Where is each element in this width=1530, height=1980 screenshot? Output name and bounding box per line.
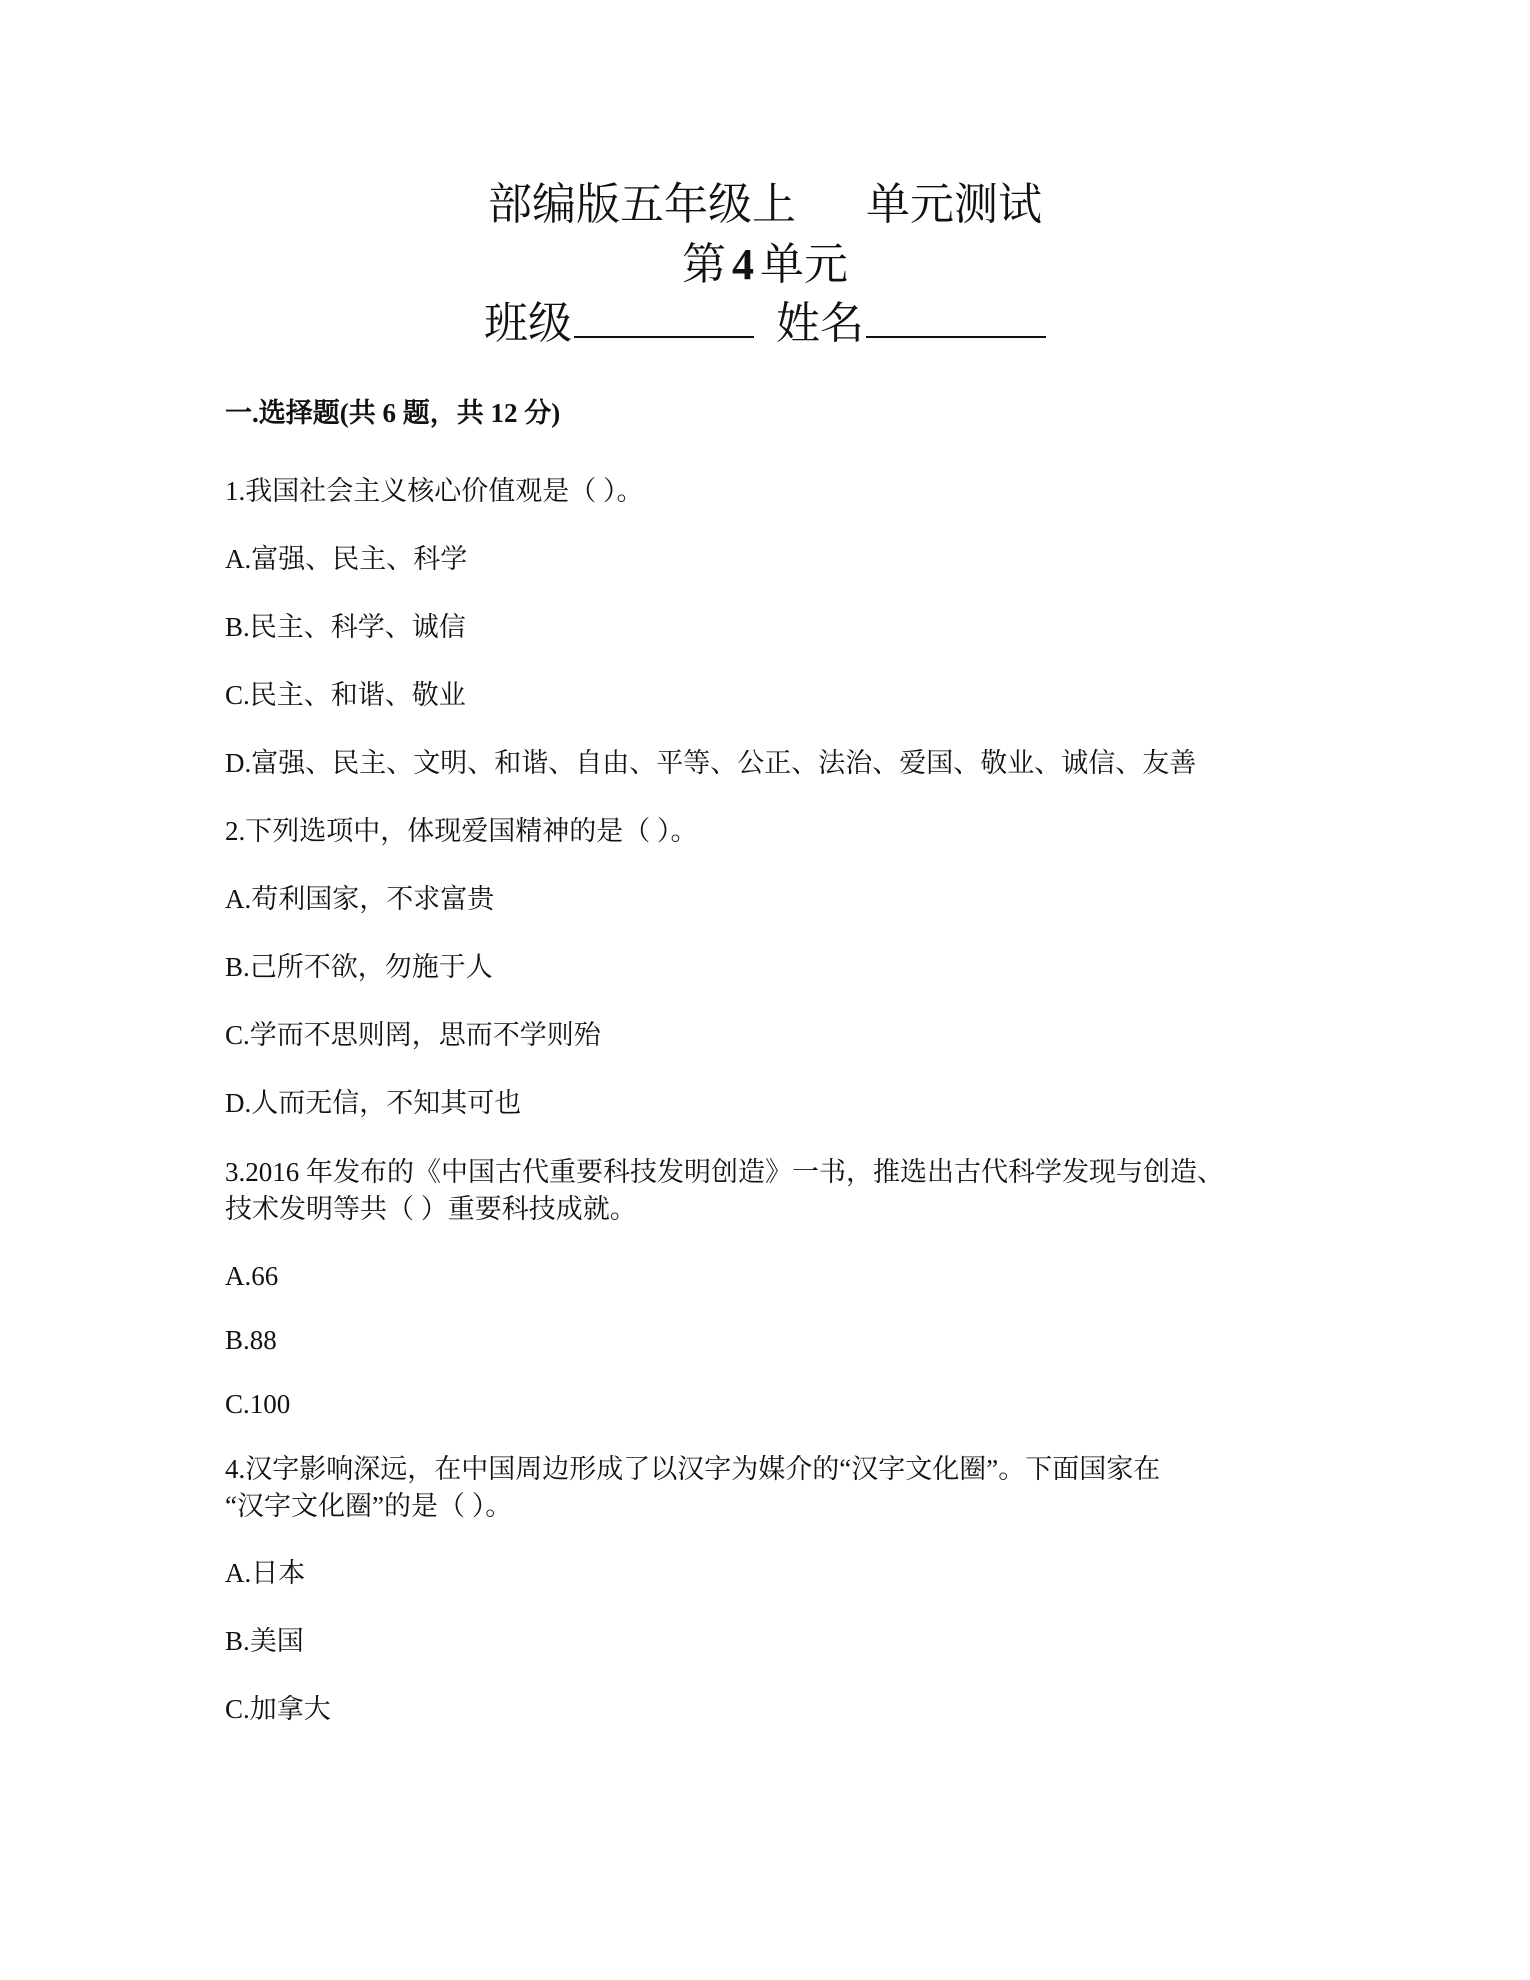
question-1-option-c: C.民主、和谐、敬业 — [225, 680, 466, 710]
question-3-option-a: A.66 — [225, 1261, 279, 1291]
exam-title — [0, 178, 1530, 232]
question-1-option-b: B.民主、科学、诚信 — [225, 612, 466, 642]
question-3-stem-line-2: 技术发明等共（ ）重要科技成就。 — [225, 1194, 637, 1224]
question-3-stem-line-1: 3.2016 年发布的《中国古代重要科技发明创造》一书，推选出古代科学发现与创造、 — [225, 1157, 1224, 1187]
class-blank[interactable] — [574, 296, 754, 338]
question-2-option-a: A.苟利国家，不求富贵 — [225, 884, 495, 914]
class-label: 班级 — [484, 299, 572, 348]
question-2-option-b: B.己所不欲，勿施于人 — [225, 952, 493, 982]
exam-title-left: 部编版五年级上 — [488, 180, 796, 229]
question-1-option-a: A.富强、民主、科学 — [225, 544, 468, 574]
name-blank[interactable] — [866, 296, 1046, 338]
unit-suffix: 单元 — [760, 240, 848, 289]
question-4-option-a: A.日本 — [225, 1558, 306, 1588]
question-3-option-b: B.88 — [225, 1325, 277, 1355]
question-4-stem-line-2: “汉字文化圈”的是（ ）。 — [225, 1491, 513, 1521]
question-1-option-d: D.富强、民主、文明、和谐、自由、平等、公正、法治、爱国、敬业、诚信、友善 — [225, 748, 1197, 778]
question-2-stem: 2.下列选项中，体现爱国精神的是（ ）。 — [225, 816, 698, 846]
student-info-line — [0, 296, 1530, 351]
question-4-stem-line-1: 4.汉字影响深远，在中国周边形成了以汉字为媒介的“汉字文化圈”。下面国家在 — [225, 1454, 1161, 1484]
question-3-option-c: C.100 — [225, 1389, 291, 1419]
question-2-option-c: C.学而不思则罔，思而不学则殆 — [225, 1020, 601, 1050]
name-label: 姓名 — [776, 299, 864, 348]
question-2-option-d: D.人而无信，不知其可也 — [225, 1088, 522, 1118]
question-4-option-b: B.美国 — [225, 1626, 304, 1656]
question-1-stem: 1.我国社会主义核心价值观是（ ）。 — [225, 476, 644, 506]
exam-title-right: 单元测试 — [866, 180, 1042, 229]
question-4-option-c: C.加拿大 — [225, 1694, 331, 1724]
unit-prefix: 第 — [682, 240, 726, 289]
section-title: 一.选择题(共 6 题，共 12 分) — [225, 398, 561, 428]
unit-title — [0, 238, 1530, 292]
unit-number: 4 — [732, 240, 754, 289]
